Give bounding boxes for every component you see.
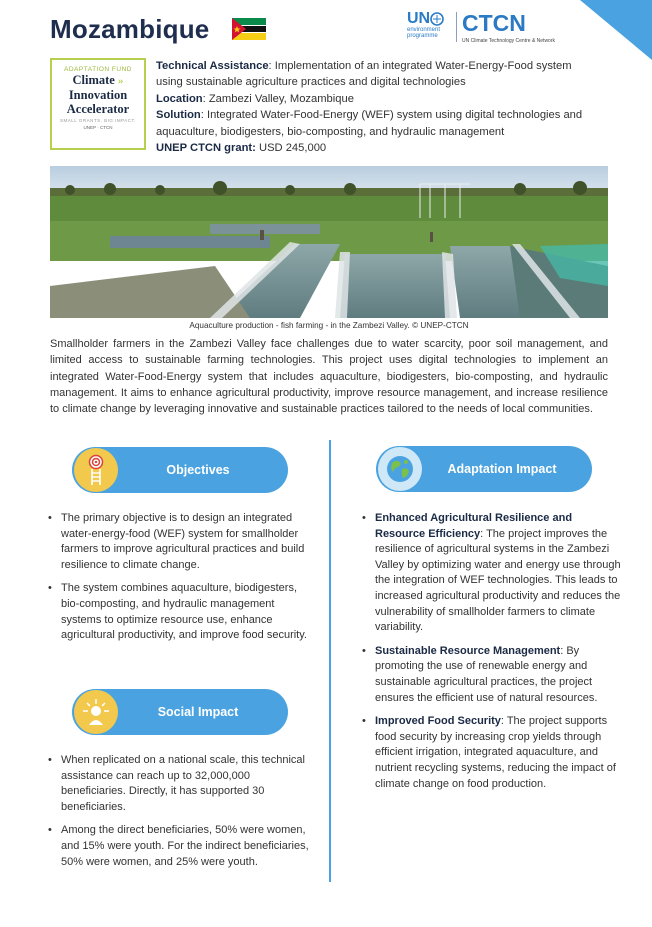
logo-divider [456,12,457,42]
list-item: • Sustainable Resource Management: By promoting the use of renewable energy and sustainable agricultural practices, the project ensures the efficient use of natural resources. [362,644,624,706]
list-item: • The system combines aquaculture, biodigesters, bio-composting, and hydraulic management systems to optimize resource use, enhance agricultural productivity, and improve food security. [48,581,316,643]
social-impact-list [48,753,316,878]
intro-paragraph: Smallholder farmers in the Zambezi Valley face challenges due to water scarcity, poor soil management, and limited access to sustainable farming technologies. This project uses digital technologies to implement an integrated Water-Food-Energy system that includes aquaculture, biodigesters, bio-composting, and hydraulic management. It aims to enhance agricultural productivity, improve resource management, and increase resilience to climate change by leveraging innovative and sustainable practices tailored to the needs of local communities. [50,338,608,416]
objectives-list [48,511,316,652]
list-item: • Among the direct beneficiaries, 50% were women, and 15% were youth. For the indirect beneficiaries, 50% were women, and 25% were youth. [48,823,316,870]
social-impact-heading: Social Impact [72,689,288,735]
list-item: • Enhanced Agricultural Resilience and Resource Efficiency: The project improves the resilience of agricultural systems in the Zambezi Valley by optimizing water and energy use through the integration of WEF technologies. This leads to increased agricultural productivity and reduces the vulnerability of smallholder farmers to climate variability. [362,511,624,636]
climate-innovation-accelerator-badge: ADAPTATION FUND Climate » Innovation Accelerator SMALL GRANTS. BIG IMPACT. UNEP · CTCN [50,58,146,150]
sun-people-icon [74,690,118,734]
corner-accent [580,0,652,60]
list-item: • When replicated on a national scale, this technical assistance can reach up to 32,000,000 beneficiaries. Directly, it has supported 30 beneficiaries. [48,753,316,815]
target-ladder-icon [74,448,118,492]
list-item: • The primary objective is to design an integrated water-energy-food (WEF) system for smallholder farmers to improve agricultural practices and build resilience to climate change. [48,511,316,573]
aquaculture-photo [50,166,608,318]
adaptation-impact-heading: Adaptation Impact [376,446,592,492]
page-title: Mozambique [50,14,210,44]
project-summary: Technical Assistance: Implementation of an integrated Water-Energy-Food system using sustainable agriculture practices and digital technologies Location: Zambezi Valley, Mozambique Solution: Integrated Water-Food-Energy (WEF) system using digital technologies and aquaculture, biodigesters, bio-composting, and hydraulic management UNEP CTCN grant: USD 245,000 [156,60,583,155]
list-item: • Improved Food Security: The project supports food security by increasing crop yields through efficient irrigation, integrated aquaculture, and nutrient recycling systems, reducing the impact of climate change on food production. [362,714,624,792]
photo-caption: Aquaculture production - fish farming - in the Zambezi Valley. © UNEP-CTCN [189,321,469,330]
unep-logo: UN environment programme [407,11,455,39]
un-emblem-icon [430,12,444,26]
ctcn-logo: CTCN UN Climate Technology Centre & Network [462,10,556,44]
mozambique-flag-icon [232,18,266,40]
globe-icon [378,447,422,491]
objectives-heading: Objectives [72,447,288,493]
adaptation-impact-list [362,511,624,800]
column-divider [329,440,331,882]
